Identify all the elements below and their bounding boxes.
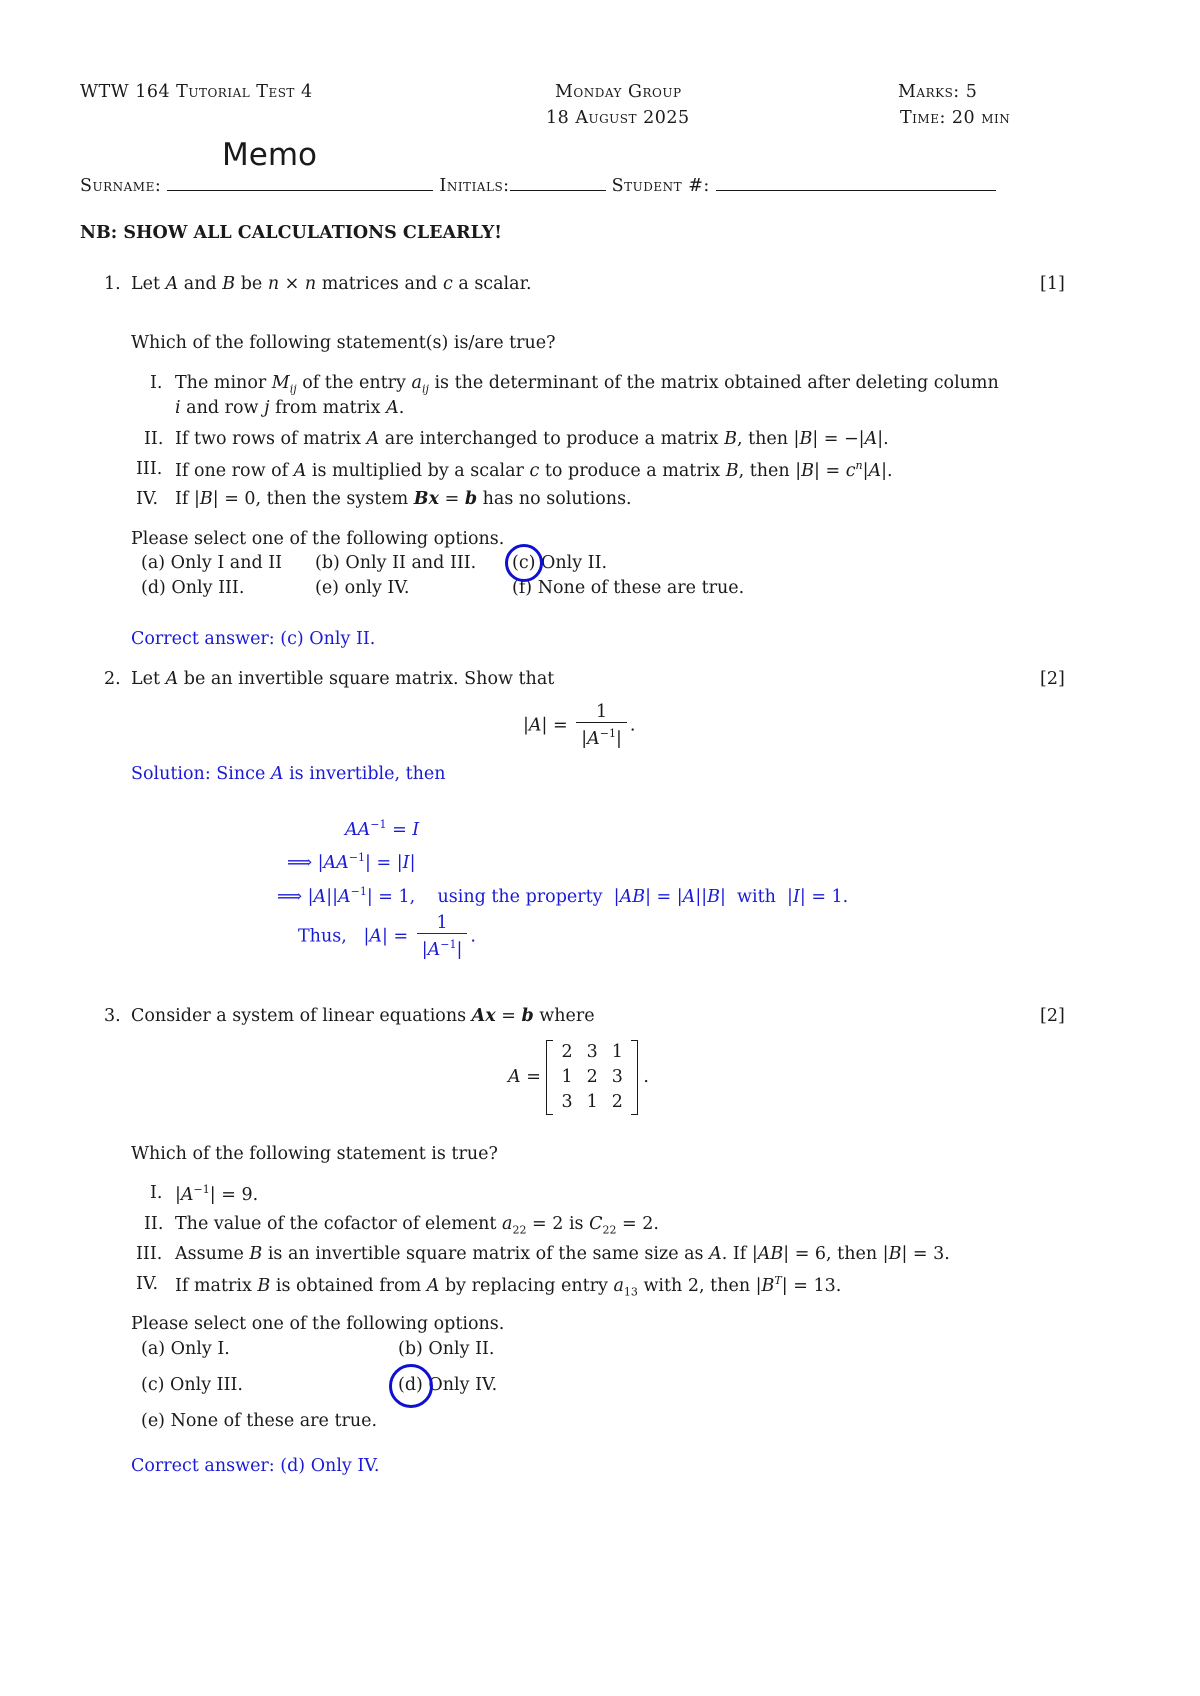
q2-number: 2. [104,669,121,689]
q1-numeral: I. [150,373,163,393]
matrix-cell: 1 [561,1067,573,1087]
q3-option-d[interactable]: (d) Only IV. [398,1375,498,1395]
initials-label: Initials: [439,176,510,196]
initials-line [510,174,606,191]
q1-statement-1: The minor $M_{ij}$ of the entry $a_{ij}$ is the determinant of the matrix obtained after deleting column [175,373,999,396]
q1-option-f[interactable]: (f) None of these are true. [512,578,745,598]
q1-prompt: Let A and B be n × n matrices and c a scalar. [131,274,532,294]
correct-answer-text: (d) Only IV. [280,1456,380,1476]
q2-solution-intro: Solution: Since A is invertible, then [131,764,446,784]
q3-statement-2: The value of the cofactor of element $a_{22} = 2$ is $C_{22} = 2$. [175,1214,659,1237]
q3-option-e[interactable]: (e) None of these are true. [141,1411,378,1431]
q3-statement-4: If matrix B is obtained from A by replacing entry $a_{13}$ with 2, then $|B^T| = 13$. [175,1274,842,1299]
q1-numeral: IV. [136,489,159,509]
q1-numeral: III. [136,459,163,479]
q3-correct-answer [131,1456,379,1476]
student-number-line [716,174,996,191]
q3-numeral: II. [144,1214,164,1234]
q3-statement-1: $|A^{-1}| = 9$. [175,1183,259,1205]
q3-answer-circle [389,1364,433,1408]
using-property-text: using the property [437,886,603,907]
matrix-cell: 2 [586,1067,598,1087]
q3-numeral: I. [150,1183,163,1203]
q3-number: 3. [104,1006,121,1026]
q2-marks: [2] [1040,669,1065,689]
q1-option-b[interactable]: (b) Only II and III. [315,553,477,573]
q1-select: Please select one of the following options. [131,529,505,549]
q1-option-e[interactable]: (e) only IV. [315,578,410,598]
matrix-cell: 2 [611,1092,623,1112]
thus-text: Thus, [298,926,347,947]
q1-marks: [1] [1040,274,1065,294]
q3-numeral: III. [136,1244,163,1264]
matrix-cell: 1 [611,1042,623,1062]
surname-line [167,174,433,191]
q1-which: Which of the following statement(s) is/are true? [131,333,556,353]
course-title: WTW 164 Tutorial Test 4 [80,82,313,102]
q2-prompt: Let A be an invertible square matrix. Show that [131,669,555,689]
q1-numeral: II. [144,429,164,449]
surname-label: Surname: [80,176,162,196]
q3-marks: [2] [1040,1006,1065,1026]
with-text: with [737,886,776,907]
q1-statement-3: If one row of A is multiplied by a scalar c to produce a matrix B, then $|B| = c^n|A|$. [175,459,893,481]
time-label: Time: 20 min [900,108,1011,128]
q3-statement-3: Assume B is an invertible square matrix of the same size as A. If |AB| = 6, then |B| = 3. [175,1244,950,1264]
q3-matrix-equation: A = 2 3 1 1 2 3 3 1 2 . [508,1040,649,1115]
q3-numeral: IV. [136,1274,159,1294]
matrix-cell: 2 [561,1042,573,1062]
q2-statement-equation: |A| = $\frac{1}{|A^{-1}|}$ . [523,702,636,749]
q1-statement-4: If |B| = 0, then the system Bx = b has no solutions. [175,489,632,509]
q2-step-1: $AA^{-1} = I$ [345,818,420,840]
q1-option-a[interactable]: (a) Only I and II [141,553,283,573]
student-number-label: Student #: [611,176,710,196]
q1-correct-answer [131,629,375,649]
nb-instruction: NB: SHOW ALL CALCULATIONS CLEARLY! [80,223,502,243]
solution-label: Solution: [131,764,211,784]
q1-answer-circle [505,544,543,582]
marks-label: Marks: 5 [898,82,978,102]
correct-answer-label: Correct answer: [131,629,275,649]
group-label: Monday Group [555,82,682,102]
surname-field[interactable] [80,174,996,196]
q1-statement-1-cont: i and row j from matrix A. [175,398,405,418]
q2-step-2: ⟹ $|AA^{-1}| = |I|$ [287,851,416,873]
matrix-cell: 3 [561,1092,573,1112]
q3-prompt: Consider a system of linear equations Ax = b where [131,1006,595,1026]
memo-handwriting: Memo [222,137,317,173]
correct-answer-label: Correct answer: [131,1456,275,1476]
q3-option-b[interactable]: (b) Only II. [398,1339,495,1359]
matrix-cell: 3 [586,1042,598,1062]
matrix-a [546,1040,637,1115]
q1-statement-2: If two rows of matrix A are interchanged to produce a matrix B, then |B| = −|A|. [175,429,889,449]
q2-step-4: Thus, |A| = $\frac{1}{|A^{-1}|}$ . [298,913,476,960]
q3-which: Which of the following statement is true? [131,1144,498,1164]
q1-option-d[interactable]: (d) Only III. [141,578,245,598]
q2-step-3: ⟹ $|A||A^{-1}| = 1$, using the property |AB| = |A||B| with |I| = 1. [277,885,849,907]
q1-option-c[interactable]: (c) Only II. [512,553,608,573]
test-date: 18 August 2025 [546,108,690,128]
q3-option-a[interactable]: (a) Only I. [141,1339,230,1359]
correct-answer-text: (c) Only II. [280,629,376,649]
q3-option-c[interactable]: (c) Only III. [141,1375,243,1395]
matrix-cell: 3 [611,1067,623,1087]
matrix-cell: 1 [586,1092,598,1112]
q1-number: 1. [104,274,121,294]
q3-select: Please select one of the following options. [131,1314,505,1334]
